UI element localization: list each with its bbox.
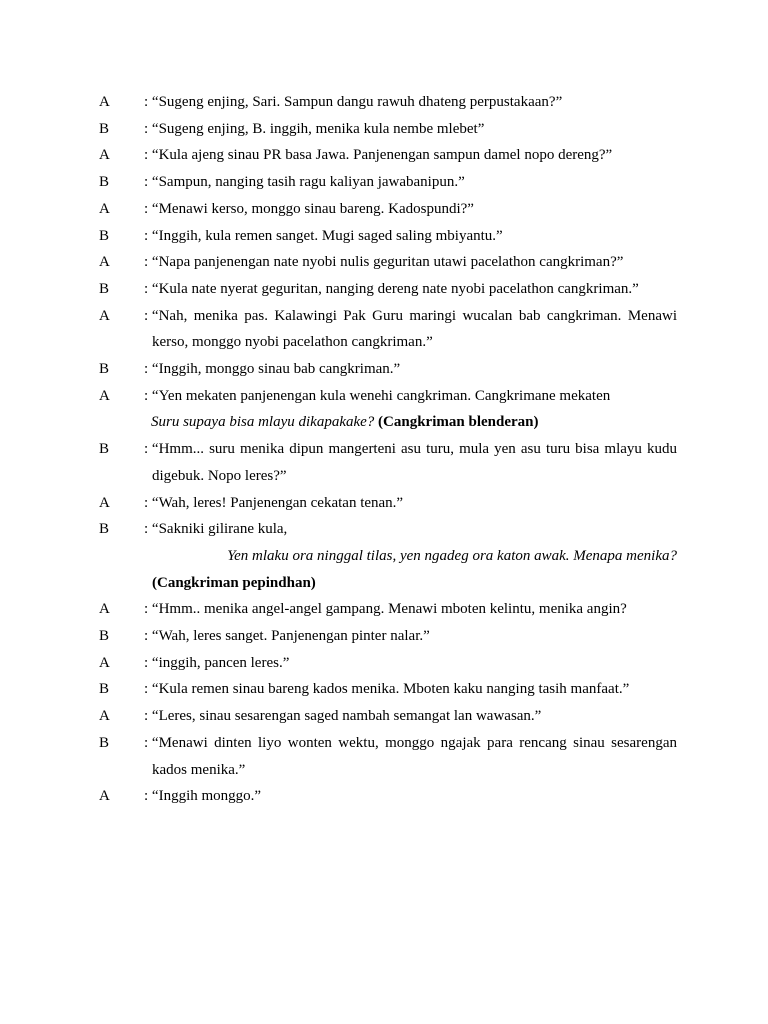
dialogue-text: “Sampun, nanging tasih ragu kaliyan jawabanipun.” [151, 174, 465, 191]
dialogue-turn: B : “Hmm... suru menika dipun mangerteni asu turu, mula yen asu turu bisa mlayu kudu digebuk. Nopo leres?” [99, 436, 677, 489]
dialogue-text: “Napa panjenengan nate nyobi nulis geguritan utawi pacelathon cangkriman?” [151, 254, 624, 271]
dialogue-text: “Leres, sinau sesarengan saged nambah semangat lan wawasan.” [151, 708, 542, 725]
dialogue-text: “Hmm... suru menika dipun mangerteni asu turu, mula yen asu turu bisa mlayu kudu [151, 441, 677, 458]
dialogue-text: “Menawi dinten liyo wonten wektu, monggo ngajak para rencang sinau sesarengan [151, 734, 677, 751]
dialogue-turn: A : “Menawi kerso, monggo sinau bareng. Kadospundi?” [99, 196, 677, 223]
dialogue-text: “Nah, menika pas. Kalawingi Pak Guru maringi wucalan bab cangkriman. Menawi [151, 307, 677, 324]
dialogue-text: “Kula nate nyerat geguritan, nanging dereng nate nyobi pacelathon cangkriman.” [151, 280, 639, 297]
riddle-text: Suru supaya bisa mlayu dikapakake? [151, 414, 375, 431]
speaker-label: A [99, 708, 110, 725]
dialogue-text: “Yen mekaten panjenengan kula wenehi cangkriman. Cangkrimane mekaten [151, 387, 611, 404]
dialogue-text: “Wah, leres! Panjenengan cekatan tenan.” [151, 494, 404, 511]
speaker-label: A [99, 307, 110, 324]
speaker-label: B [99, 441, 110, 458]
dialogue-text: “Sugeng enjing, B. inggih, menika kula nembe mlebet” [151, 120, 485, 137]
dialogue-turn: A : “inggih, pancen leres.” [99, 650, 677, 677]
dialogue-text: “Wah, leres sanget. Panjenengan pinter nalar.” [151, 628, 430, 645]
dialogue-turn: A : “Wah, leres! Panjenengan cekatan tenan.” [99, 490, 677, 517]
dialogue-text: “inggih, pancen leres.” [151, 654, 290, 671]
speaker-label: A [99, 200, 110, 217]
speaker-label: B [99, 174, 110, 191]
dialogue-turn: A : “Yen mekaten panjenengan kula wenehi cangkriman. Cangkrimane mekaten Suru supaya bisa mlayu dikapakake? (Cangkriman blenderan) [99, 383, 677, 436]
riddle-type: (Cangkriman pepindhan) [152, 574, 316, 591]
dialogue-text: “Inggih, monggo sinau bab cangkriman.” [151, 361, 401, 378]
speaker-label: B [99, 521, 110, 538]
dialogue-text-continued: kados menika.” [152, 761, 246, 778]
dialogue-turn: A : “Leres, sinau sesarengan saged nambah semangat lan wawasan.” [99, 703, 677, 730]
speaker-label: B [99, 361, 110, 378]
dialogue-turn: A : “Nah, menika pas. Kalawingi Pak Guru maringi wucalan bab cangkriman. Menawi kerso, monggo nyobi pacelathon cangkriman.” [99, 303, 677, 356]
riddle-line [144, 409, 677, 436]
dialogue-text: “Kula ajeng sinau PR basa Jawa. Panjenengan sampun damel nopo dereng?” [151, 147, 613, 164]
riddle-type-line [144, 570, 677, 597]
dialogue-turn: B : “Kula nate nyerat geguritan, nanging dereng nate nyobi pacelathon cangkriman.” [99, 276, 677, 303]
dialogue-text: “Inggih monggo.” [151, 788, 262, 805]
speaker-label: A [99, 788, 110, 805]
dialogue-turn: A : “Sugeng enjing, Sari. Sampun dangu rawuh dhateng perpustakaan?” [99, 89, 677, 116]
dialogue-turn: A : “Hmm.. menika angel-angel gampang. Menawi mboten kelintu, menika angin? [99, 596, 677, 623]
speaker-label: B [99, 227, 110, 244]
dialogue-turn: A : “Inggih monggo.” [99, 783, 677, 810]
dialogue-text-continued: kerso, monggo nyobi pacelathon cangkriman.” [152, 334, 433, 351]
dialogue-text: “Menawi kerso, monggo sinau bareng. Kadospundi?” [151, 200, 474, 217]
speaker-label: B [99, 628, 110, 645]
dialogue-turn: B : “Sampun, nanging tasih ragu kaliyan jawabanipun.” [99, 169, 677, 196]
dialogue-turn: B : “Menawi dinten liyo wonten wektu, monggo ngajak para rencang sinau sesarengan kados menika.” [99, 730, 677, 783]
dialogue-turn: A : “Napa panjenengan nate nyobi nulis geguritan utawi pacelathon cangkriman?” [99, 249, 677, 276]
dialogue-turn: B : “Inggih, monggo sinau bab cangkriman.” [99, 356, 677, 383]
speaker-label: A [99, 387, 110, 404]
dialogue-turn: B : “Inggih, kula remen sanget. Mugi saged saling mbiyantu.” [99, 223, 677, 250]
speaker-label: A [99, 494, 110, 511]
dialogue-turn: B : “Wah, leres sanget. Panjenengan pinter nalar.” [99, 623, 677, 650]
dialogue-text-continued: digebuk. Nopo leres?” [152, 467, 287, 484]
dialogue-page [99, 89, 677, 810]
dialogue-turn: A : “Kula ajeng sinau PR basa Jawa. Panjenengan sampun damel nopo dereng?” [99, 142, 677, 169]
speaker-label: A [99, 94, 110, 110]
dialogue-text: “Hmm.. menika angel-angel gampang. Menawi mboten kelintu, menika angin? [151, 601, 627, 618]
speaker-label: B [99, 280, 110, 297]
speaker-label: A [99, 254, 110, 271]
speaker-label: B [99, 681, 110, 698]
dialogue-text: “Inggih, kula remen sanget. Mugi saged saling mbiyantu.” [151, 227, 503, 244]
riddle-line [144, 543, 677, 570]
dialogue-text: “Sugeng enjing, Sari. Sampun dangu rawuh dhateng perpustakaan?” [151, 94, 563, 110]
speaker-label: B [99, 120, 110, 137]
dialogue-text: “Sakniki gilirane kula, [151, 521, 288, 538]
speaker-label: A [99, 601, 110, 618]
speaker-label: A [99, 147, 110, 164]
dialogue-turn: B : “Kula remen sinau bareng kados menika. Mboten kaku nanging tasih manfaat.” [99, 676, 677, 703]
speaker-label: B [99, 734, 110, 751]
dialogue-text: “Kula remen sinau bareng kados menika. Mboten kaku nanging tasih manfaat.” [151, 681, 630, 698]
speaker-label: A [99, 654, 110, 671]
riddle-text: Yen mlaku ora ninggal tilas, yen ngadeg ora katon awak. Menapa menika? [227, 547, 677, 564]
dialogue-turn: B : “Sugeng enjing, B. inggih, menika kula nembe mlebet” [99, 116, 677, 143]
riddle-type: (Cangkriman blenderan) [378, 414, 539, 431]
dialogue-turn: B : “Sakniki gilirane kula, Yen mlaku ora ninggal tilas, yen ngadeg ora katon awak. Menapa menika? (Cangkriman pepindhan) [99, 516, 677, 596]
